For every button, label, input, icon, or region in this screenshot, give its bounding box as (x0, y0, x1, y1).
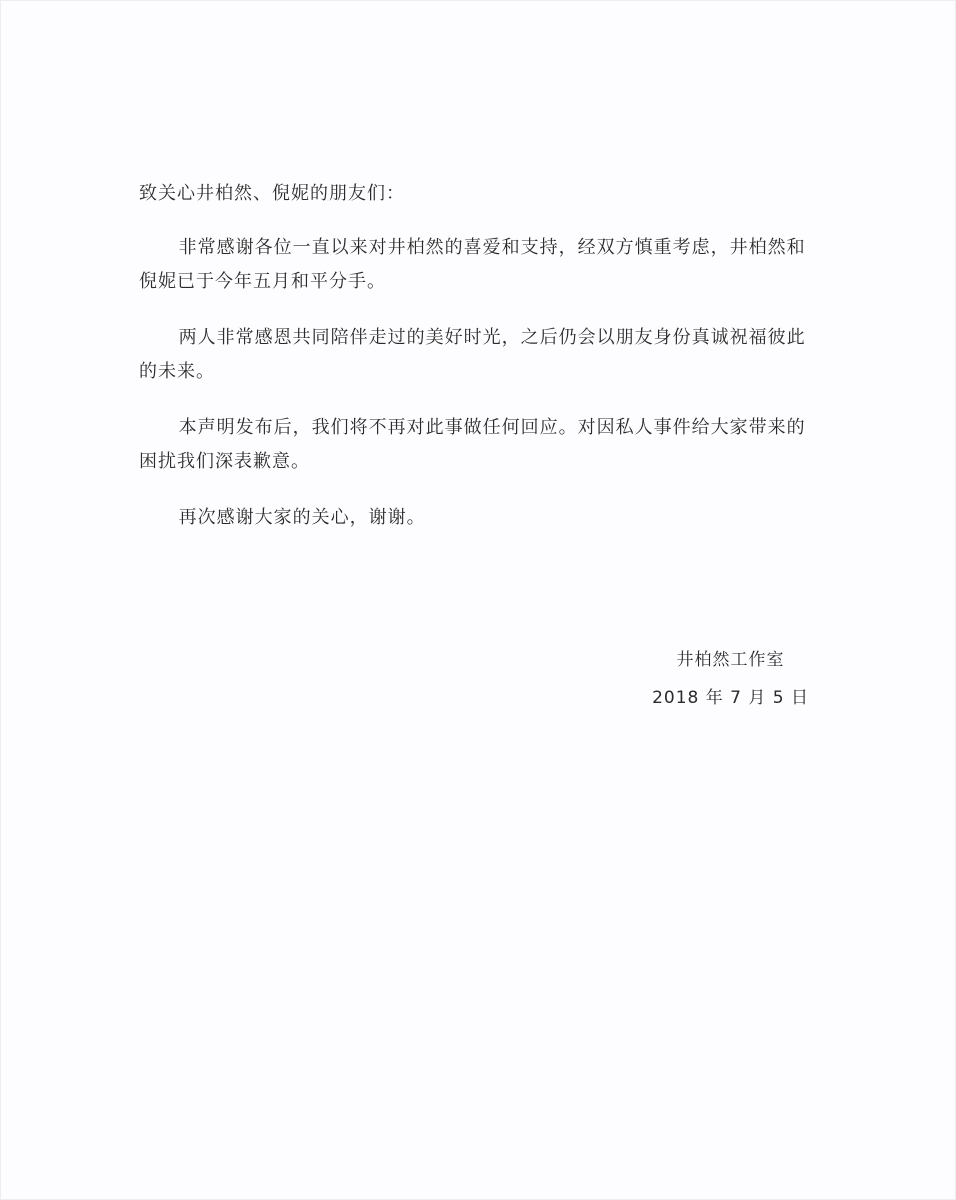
paragraph-4: 再次感谢大家的关心，谢谢。 (178, 507, 426, 528)
paragraph-3: 本声明发布后，我们将不再对此事做任何回应。对因私人事件给大家带来的困扰我们深表歉意。 (139, 417, 806, 472)
signature-date: 2018 年 7 月 5 日 (652, 688, 809, 708)
salutation: 致关心井柏然、倪妮的朋友们： (139, 183, 405, 204)
signature-organization: 井柏然工作室 (676, 650, 785, 670)
paragraph-2: 两人非常感恩共同陪伴走过的美好时光，之后仍会以朋友身份真诚祝福彼此的未来。 (139, 327, 806, 382)
signature-block (652, 641, 809, 717)
letter-body (139, 177, 819, 557)
paragraph-1: 非常感谢各位一直以来对井柏然的喜爱和支持，经双方慎重考虑，井柏然和倪妮已于今年五月和平分手。 (139, 237, 806, 292)
